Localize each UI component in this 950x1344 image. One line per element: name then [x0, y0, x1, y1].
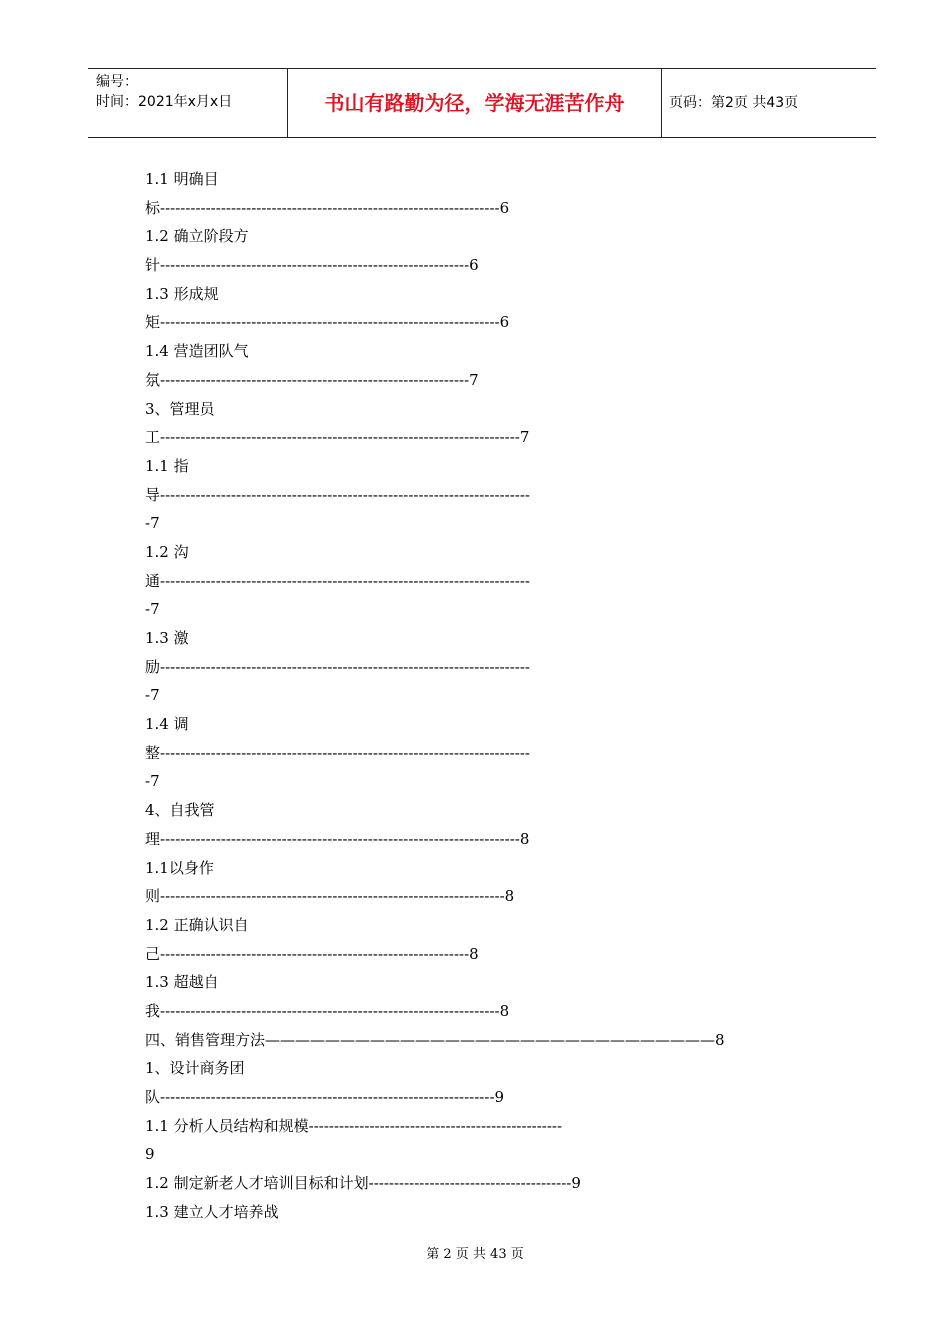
toc-line: 励-------------------------------------------------------------------------	[145, 657, 530, 676]
toc-line: 我-------------------------------------------------------------------8	[145, 1001, 510, 1020]
toc-line: 则--------------------------------------------------------------------8	[145, 887, 515, 906]
toc-line: 1.1以身作	[145, 858, 214, 877]
toc-line: 1.2 沟	[145, 542, 189, 561]
document-number-label: 编号：	[96, 74, 138, 90]
page-header	[88, 68, 876, 138]
toc-line: -7	[145, 772, 160, 791]
header-page-cell	[661, 69, 876, 137]
toc-line: 理-----------------------------------------------------------------------8	[145, 829, 530, 848]
toc-line: -7	[145, 686, 160, 705]
toc-line: 1.4 调	[145, 715, 189, 734]
toc-line: 1.1 分析人员结构和规模--------------------------------------------------	[145, 1116, 563, 1135]
toc-line: 1.2 制定新老人才培训目标和计划----------------------------------------9	[145, 1174, 581, 1193]
toc-line: 1、设计商务团	[145, 1059, 245, 1078]
table-of-contents	[145, 165, 825, 1226]
header-motto-cell	[287, 69, 662, 137]
header-page-info: 页码：第2页 共43页	[669, 95, 799, 111]
toc-line: 标-------------------------------------------------------------------6	[145, 198, 510, 217]
toc-line: 1.3 超越自	[145, 973, 219, 992]
toc-line: 整-------------------------------------------------------------------------	[145, 743, 530, 762]
toc-line: 1.3 形成规	[145, 284, 219, 303]
toc-line: 1.2 正确认识自	[145, 915, 249, 934]
toc-line: 矩-------------------------------------------------------------------6	[145, 313, 510, 332]
toc-line: 1.4 营造团队气	[145, 342, 249, 361]
toc-line: 9	[145, 1145, 155, 1164]
toc-line: 四、销售管理方法——————————————————————————————8	[145, 1030, 725, 1049]
toc-line: 针-------------------------------------------------------------6	[145, 256, 479, 275]
toc-line: 3、管理员	[145, 399, 215, 418]
document-time-label: 时间：2021年x月x日	[96, 94, 233, 110]
header-meta-cell	[88, 69, 287, 137]
toc-line: 工-----------------------------------------------------------------------7	[145, 428, 530, 447]
toc-line: 4、自我管	[145, 801, 215, 820]
toc-line: -7	[145, 514, 160, 533]
toc-line: 1.3 建立人才培养战	[145, 1202, 279, 1221]
header-motto: 书山有路勤为径，学海无涯苦作舟	[324, 91, 625, 115]
toc-line: 1.2 确立阶段方	[145, 227, 249, 246]
page-footer: 第 2 页 共 43 页	[426, 1247, 524, 1262]
toc-line: 1.1 指	[145, 456, 189, 475]
toc-line: 己-------------------------------------------------------------8	[145, 944, 479, 963]
toc-line: 1.3 激	[145, 629, 189, 647]
toc-line: 队------------------------------------------------------------------9	[145, 1088, 505, 1106]
toc-line: 通-------------------------------------------------------------------------	[145, 571, 530, 590]
toc-line: 导-------------------------------------------------------------------------	[145, 485, 530, 504]
toc-line: -7	[145, 600, 160, 619]
toc-line: 氛-------------------------------------------------------------7	[145, 370, 479, 389]
toc-line: 1.1 明确目	[145, 170, 219, 188]
